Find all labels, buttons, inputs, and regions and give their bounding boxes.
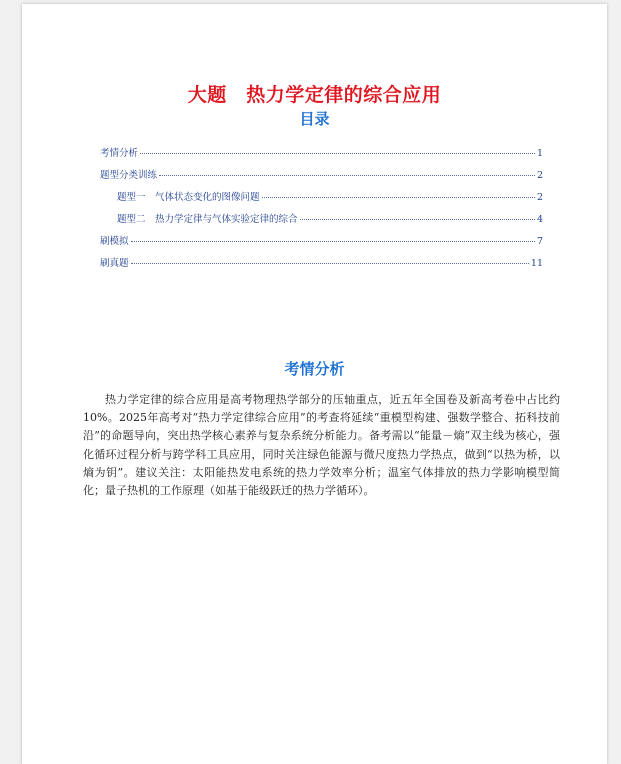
section-heading: 考情分析 — [284, 360, 345, 378]
toc-leader-dots — [131, 241, 535, 242]
toc-entry-page: 2 — [536, 170, 543, 181]
toc-entry-label: 题型二 热力学定律与气体实验定律的综合 — [117, 214, 298, 225]
toc-entry-page: 4 — [536, 214, 543, 225]
toc-entry-type-two[interactable] — [100, 211, 543, 233]
toc-entry-exam-analysis[interactable] — [100, 145, 543, 167]
toc-entry-page: 7 — [536, 236, 543, 247]
document-page — [22, 4, 607, 764]
toc-entry-label: 题型一 气体状态变化的图像问题 — [117, 192, 260, 203]
toc-entry-label: 考情分析 — [100, 148, 139, 159]
toc-entry-question-types[interactable] — [100, 167, 543, 189]
toc-heading: 目录 — [299, 110, 330, 128]
table-of-contents — [100, 145, 543, 277]
document-title: 大题 热力学定律的综合应用 — [187, 84, 442, 106]
toc-leader-dots — [131, 263, 529, 264]
toc-entry-page: 11 — [530, 258, 543, 269]
toc-leader-dots — [300, 219, 535, 220]
toc-entry-label: 刷模拟 — [100, 236, 129, 247]
toc-entry-page: 1 — [536, 148, 543, 159]
toc-entry-label: 题型分类训练 — [100, 170, 158, 181]
toc-entry-type-one[interactable] — [100, 189, 543, 211]
toc-leader-dots — [262, 197, 535, 198]
toc-entry-page: 2 — [536, 192, 543, 203]
toc-entry-mock-exams[interactable] — [100, 233, 543, 255]
toc-entry-label: 刷真题 — [100, 258, 129, 269]
body-paragraph: 热力学定律的综合应用是高考物理热学部分的压轴重点，近五年全国卷及新高考卷中占比约10%。2025年高考对“热力学定律综合应用”的考查将延续“重模型构建、强数学整合、拓科技前沿”的命题导向，突出热学核心素养与复杂系统分析能力。备考需以“能量－熵”双主线为核心，强化循环过程分析与跨学科工具应用，同时关注绿色能源与微尺度热力学热点，做到“以热为桥，以熵为钥”。建议关注：太阳能热发电系统的热力学效率分析；温室气体排放的热力学影响模型简化；量子热机的工作原理（如基于能级跃迁的热力学循环）。 — [83, 393, 560, 498]
toc-entry-real-exams[interactable] — [100, 255, 543, 277]
toc-leader-dots — [159, 175, 535, 176]
toc-leader-dots — [140, 153, 535, 154]
